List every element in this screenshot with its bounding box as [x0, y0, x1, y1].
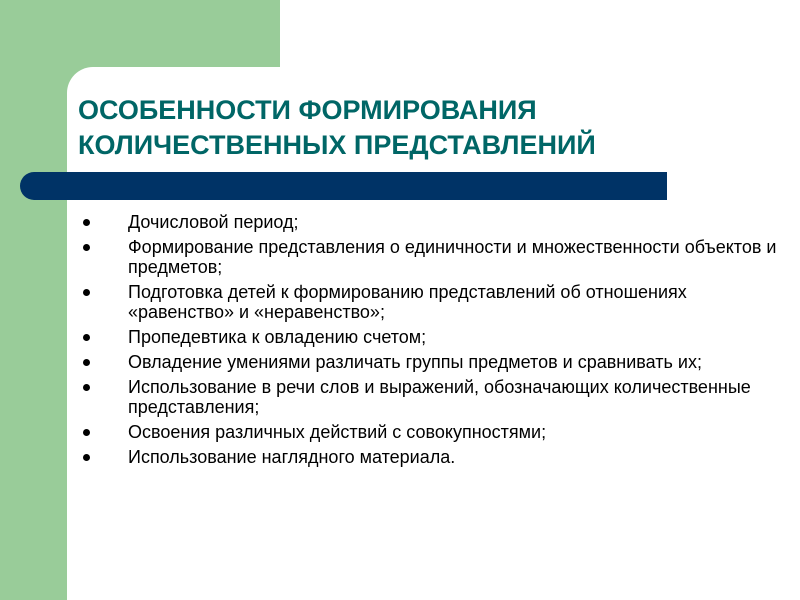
bullet-dot-icon: [83, 289, 90, 296]
slide-title: [78, 93, 718, 163]
bullet-text: Освоения различных действий с совокупностями;: [128, 422, 547, 442]
bullet-dot-icon: [83, 429, 90, 436]
bullet-dot-icon: [83, 359, 90, 366]
bullet-dot-icon: [83, 219, 90, 226]
bullet-text: Пропедевтика к овладению счетом;: [128, 327, 427, 347]
bullet-item: [80, 282, 780, 322]
bullet-text: Использование в речи слов и выражений, обозначающих количественные представления;: [128, 377, 751, 417]
title-underline-bar: [20, 172, 667, 200]
bullet-item: [80, 352, 780, 372]
slide-title-line-1: ОСОБЕННОСТИ ФОРМИРОВАНИЯ: [78, 95, 537, 125]
bullet-text: Дочисловой период;: [128, 212, 299, 232]
bullet-item: [80, 212, 780, 232]
bullet-item: [80, 422, 780, 442]
bullet-item: [80, 447, 780, 467]
bullet-dot-icon: [83, 384, 90, 391]
bullet-text: Подготовка детей к формированию представлений об отношениях «равенство» и «неравенство»;: [128, 282, 687, 322]
bullet-text: Использование наглядного материала.: [128, 447, 456, 467]
bullet-dot-icon: [83, 334, 90, 341]
bullet-item: [80, 237, 780, 277]
bullet-item: [80, 327, 780, 347]
bullet-text: Формирование представления о единичности и множественности объектов и предметов;: [128, 237, 777, 277]
bullet-list: [80, 212, 780, 472]
bullet-dot-icon: [83, 244, 90, 251]
bullet-dot-icon: [83, 454, 90, 461]
slide-title-line-2: КОЛИЧЕСТВЕННЫХ ПРЕДСТАВЛЕНИЙ: [78, 130, 596, 160]
bullet-item: [80, 377, 780, 417]
bullet-text: Овладение умениями различать группы предметов и сравнивать их;: [128, 352, 702, 372]
